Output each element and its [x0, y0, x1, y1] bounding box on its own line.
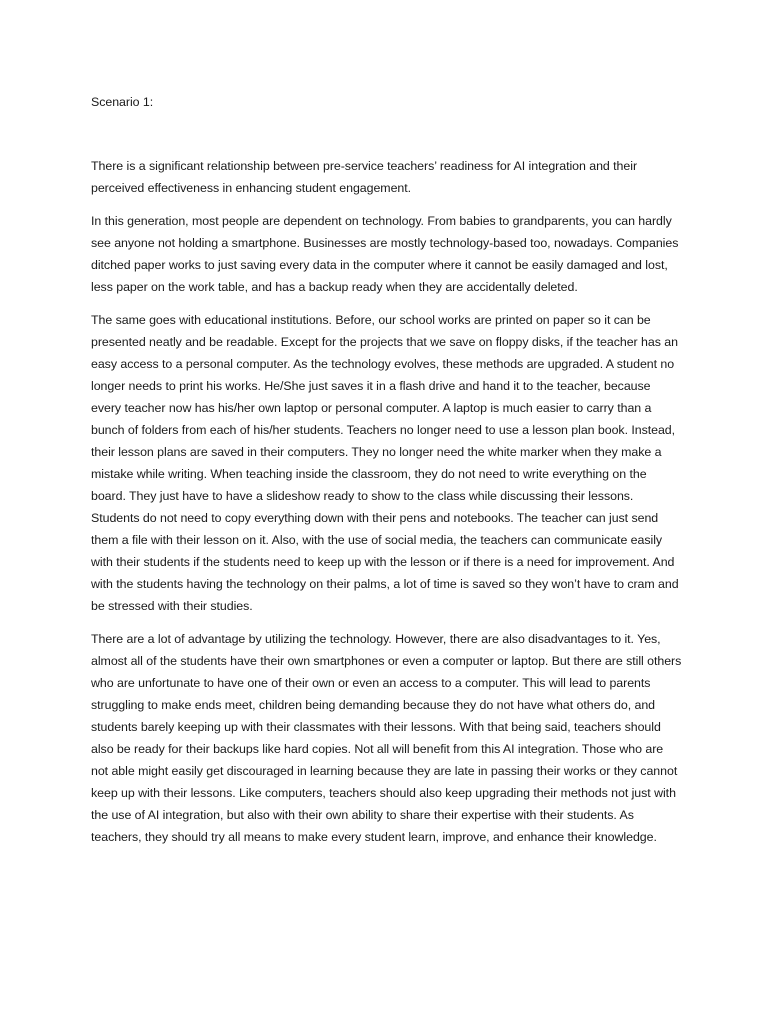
- paragraph-advantages-disadvantages: There are a lot of advantage by utilizing the technology. However, there are also disadvantages to it. Yes, almost all of the students have their own smartphones or even a computer or laptop. But there are still others who are unfortunate to have one of their own or even an access to a computer. This will lead to parents struggling to make ends meet, children being demanding because they do not have what others do, and students barely keeping up with their classmates with their lessons. With that being said, teachers should also be ready for their backups like hard copies. Not all will benefit from this AI integration. Those who are not able might easily get discouraged in learning because they are late in passing their works or they cannot keep up with their lessons. Like computers, teachers should also keep upgrading their methods not just with the use of AI integration, but also with their own ability to share their expertise with their students. As teachers, they should try all means to make every student learn, improve, and enhance their knowledge.: [91, 632, 682, 844]
- document-body: [91, 91, 682, 859]
- scenario-heading: Scenario 1:: [91, 95, 154, 109]
- paragraph-educational-institutions: The same goes with educational institutions. Before, our school works are printed on paper so it can be presented neatly and be readable. Except for the projects that we save on floppy disks, if the teacher has an easy access to a personal computer. As the technology evolves, these methods are upgraded. A student no longer needs to print his works. He/She just saves it in a flash drive and hand it to the teacher, because every teacher now has his/her own laptop or personal computer. A laptop is much easier to carry than a bunch of folders from each of his/her students. Teachers no longer need to use a lesson plan book. Instead, their lesson plans are saved in their computers. They no longer need the white marker when they make a mistake while writing. When teaching inside the classroom, they do not need to write everything on the board. They just have to have a slideshow ready to show to the class while discussing their lessons. Students do not need to copy everything down with their pens and notebooks. The teacher can just send them a file with their lesson on it. Also, with the use of social media, the teachers can communicate easily with their students if the students need to keep up with the lesson or if there is a need for improvement. And with the students having the technology on their palms, a lot of time is saved so they won’t have to cram and be stressed with their studies.: [91, 313, 679, 613]
- paragraph-thesis: There is a significant relationship between pre-service teachers’ readiness for AI integration and their perceived effectiveness in enhancing student engagement.: [91, 159, 638, 195]
- paragraph-technology-dependence: In this generation, most people are dependent on technology. From babies to grandparents, you can hardly see anyone not holding a smartphone. Businesses are mostly technology-based too, nowadays. Companies ditched paper works to just saving every data in the computer where it cannot be easily damaged and lost, less paper on the work table, and has a backup ready when they are accidentally deleted.: [91, 214, 679, 294]
